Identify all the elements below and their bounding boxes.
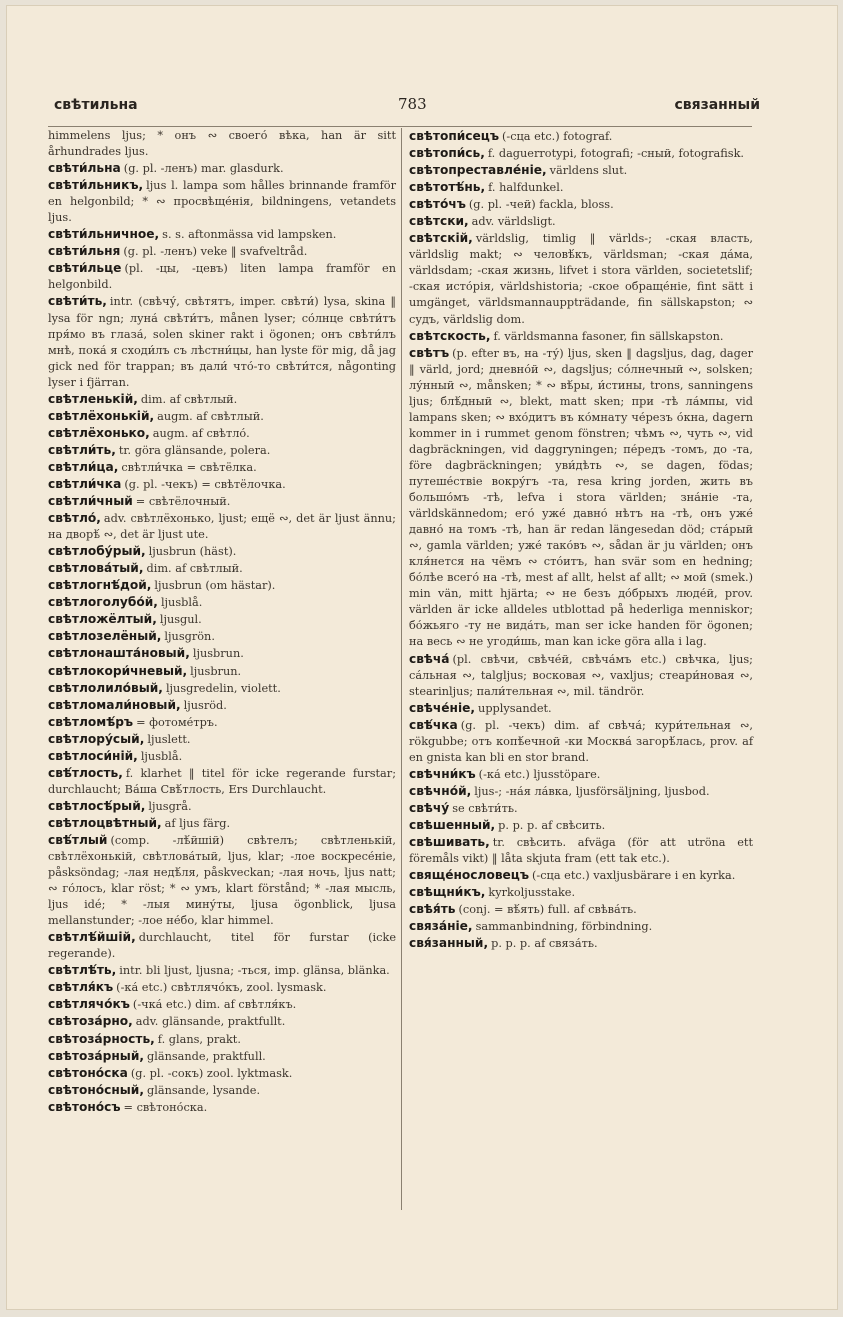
entry-gloss: ljus-; -на́я ла́вка, ljusförsäljning, ljusbod. (474, 784, 710, 798)
dictionary-entry (48, 260, 396, 293)
dictionary-entry (48, 628, 396, 645)
entry-headword: свѣтлоцвѣтный, (48, 815, 162, 830)
entry-headword: свѣтлолило́вый, (48, 680, 163, 695)
entry-gloss: свѣтли́чка = свѣтёлка. (121, 460, 257, 474)
entry-gloss: = свѣтёлочный. (135, 495, 231, 509)
dictionary-entry (48, 765, 396, 798)
dictionary-entry (48, 697, 396, 714)
entry-headword: свѣтопи́сь, (409, 146, 485, 161)
entry-headword: свѣтля́къ (48, 980, 114, 995)
entry-gloss: intr. bli ljust, ljusna; -ться, imp. glänsa, blänka. (119, 964, 390, 978)
entry-gloss: himmelens ljus; * онъ ∾ своего́ вѣка, han är sitt århundrades ljus. (48, 129, 396, 159)
dictionary-entry (409, 918, 753, 935)
entry-gloss: (comp. -лѣ́йшій) свѣтелъ; свѣтленькій, свѣтлёхонькій, свѣтлова́тый, ljus, klar; -лое воскресе́ніе, påsksöndag; -лая недѣ́ля, påskveckan; -лая ночь, ljus natt; ∾ го́лосъ, klar röst; * ∾ умъ, klart förstånd; * -лая мысль, ljus idé; * -лыя мину́ты, ljusa ögonblick, ljusa mellanstunder; -лое не́бо, klar himmel. (48, 833, 396, 928)
entry-headword: свѣтлячо́къ (48, 997, 130, 1012)
dictionary-entry (48, 1099, 396, 1116)
dictionary-entry (48, 408, 396, 425)
entry-gloss: augm. af свѣтло́. (152, 426, 250, 440)
dictionary-entry (48, 594, 396, 611)
entry-gloss: (-чка́ etc.) dim. af свѣтля́къ. (132, 998, 297, 1012)
dictionary-entry (48, 510, 396, 543)
entry-headword: свяще́нословецъ (409, 868, 529, 883)
dictionary-entry (409, 196, 753, 213)
dictionary-entry (48, 1082, 396, 1099)
dictionary-entry (48, 1048, 396, 1065)
dictionary-entry (409, 213, 753, 230)
entry-gloss: f. klarhet ‖ titel för icke regerande furstar; durchlaucht; Ва́ша Свѣ́тлость, Ers Durchlaucht. (48, 766, 396, 796)
entry-headword: свѣтоно́съ (48, 1099, 121, 1114)
entry-headword: свѣтоза́рность, (48, 1031, 155, 1046)
entry-headword: свѣтлѣ́ть, (48, 963, 117, 978)
dictionary-entry (409, 884, 753, 901)
dictionary-entry (409, 700, 753, 717)
dictionary-entry (48, 476, 396, 493)
dictionary-entry (409, 230, 753, 327)
entry-headword: свѣти́льна (48, 161, 121, 176)
entry-headword: свѣтски, (409, 214, 469, 229)
dictionary-entry (48, 1013, 396, 1030)
entry-gloss: (-ка́ etc.) свѣтлячо́къ, zool. lysmask. (116, 981, 327, 995)
entry-gloss: ljusröd. (183, 698, 227, 712)
dictionary-entry (409, 128, 753, 145)
entry-gloss: (g. pl. -сокъ) zool. lyktmask. (130, 1066, 293, 1080)
entry-headword: свѣтлоси́ній, (48, 748, 138, 763)
dictionary-entry (48, 243, 396, 260)
entry-gloss: (-ка́ etc.) ljusstöpare. (478, 767, 601, 781)
dictionary-entry (409, 935, 753, 952)
entry-gloss: intr. (свѣчу́, свѣтятъ, imper. свѣти́) lysa, skina ‖ lysa för ngn; луна́ свѣти́тъ, månen lyser; со́лнце свѣти́тъ пря́мо въ глаза́, solen skiner rakt i ögonen; онъ свѣти́лъ мнѣ, пока́ я сходи́лъ съ лѣстни́цы, han lyste för mig, då jag gick ned för trappan; въ дали́ что́-то свѣти́тся, någonting lyser i fjärran. (48, 295, 396, 389)
entry-gloss: = свѣтоно́ска. (123, 1100, 208, 1114)
entry-headword: свѣчни́къ (409, 766, 476, 781)
entry-headword: свѣтлонашта́новый, (48, 646, 190, 661)
entry-headword: свѣтлокори́чневый, (48, 663, 188, 678)
dictionary-entry (409, 345, 753, 651)
entry-headword: свѣтлозелёный, (48, 629, 162, 644)
entry-headword: свѣщни́къ, (409, 885, 486, 900)
entry-headword: свѣтотѣ́нь, (409, 180, 486, 195)
entry-gloss: af ljus färg. (164, 816, 231, 830)
entry-headword: свѣ́чка (409, 717, 458, 732)
entry-gloss: (conj. = вѣ́ять) full. af свѣва́ть. (458, 903, 637, 917)
entry-gloss: tr. göra glänsande, polera. (118, 443, 271, 457)
dictionary-entry (48, 493, 396, 510)
dictionary-entry (409, 651, 753, 700)
entry-headword: свѣтоно́ска (48, 1065, 128, 1080)
dictionary-entry (48, 293, 396, 390)
entry-gloss: augm. af свѣтлый. (157, 409, 264, 423)
entry-headword: свѣтскость, (409, 328, 491, 343)
dictionary-entry (409, 817, 753, 834)
entry-gloss: = фотоме́тръ. (136, 715, 218, 729)
dictionary-entry (409, 867, 753, 884)
dictionary-entry (409, 162, 753, 179)
entry-gloss: (pl. -цы, -цевъ) liten lampa framför en helgonbild. (48, 262, 396, 292)
entry-headword: свѣтоза́рный, (48, 1048, 144, 1063)
entry-headword: свѣтопреставле́ніе, (409, 163, 547, 178)
entry-gloss: f. världsmanna fasoner, fin sällskapston. (493, 329, 724, 343)
entry-gloss: ljusbrun. (192, 647, 244, 661)
entry-gloss: se свѣти́ть. (452, 801, 518, 815)
entry-gloss: ljuslett. (147, 732, 191, 746)
entry-headword: свѣтъ (409, 345, 450, 360)
entry-headword: свѣтлёхонько, (48, 425, 150, 440)
entry-gloss: ljusgul. (159, 613, 202, 627)
entry-headword: свѣтоно́сный, (48, 1082, 144, 1097)
entry-gloss: ljusbrun (om hästar). (154, 579, 276, 593)
entry-headword: свѣтложёлтый, (48, 612, 157, 627)
entry-gloss: ljusbrun. (190, 664, 242, 678)
dictionary-entry (48, 1065, 396, 1082)
entry-gloss: ljusblå. (160, 596, 203, 610)
entry-headword: свѣя́ть (409, 902, 456, 917)
dictionary-entry (48, 798, 396, 815)
entry-headword: свѣшивать, (409, 835, 490, 850)
entry-gloss: f. halfdunkel. (488, 181, 564, 195)
dictionary-entry (48, 714, 396, 731)
entry-headword: свѣтскій, (409, 231, 473, 246)
entry-gloss: (pl. свѣчи, свѣче́й, свѣча́мъ etc.) свѣчка, ljus; са́льная ∾, talgljus; восковая ∾, vaxljus; стеари́новая ∾, stearinljus; пали́тельная ∾, mil. tändrör. (409, 652, 753, 698)
entry-headword: свѣти́льничное, (48, 227, 160, 242)
dictionary-entry (48, 680, 396, 697)
entry-gloss: f. daguerrotypi, fotografi; -сный, fotografisk. (487, 147, 745, 161)
dictionary-entry (48, 645, 396, 662)
entry-headword: свѣ́тлость, (48, 765, 123, 780)
entry-gloss: glänsande, praktfull. (146, 1049, 266, 1063)
entry-headword: свѣти́льня (48, 244, 121, 259)
entry-gloss: (g. pl. -ленъ) veke ‖ svafveltråd. (123, 245, 308, 259)
dictionary-entry (48, 996, 396, 1013)
dictionary-entry (48, 459, 396, 476)
header-rule (48, 126, 752, 127)
running-head-right: связанный (674, 97, 760, 113)
entry-gloss: (g. pl. -ленъ) mar. glasdurk. (123, 162, 284, 176)
page-number: 783 (398, 95, 427, 113)
dictionary-entry (48, 748, 396, 765)
entry-headword: свѣтло́, (48, 511, 101, 526)
entry-gloss: ljus l. lampa som hålles brinnande framför en helgonbild; * ∾ просвѣще́нія, bildningens, vetandets ljus. (48, 179, 396, 225)
dictionary-entry (48, 979, 396, 996)
dictionary-entry (409, 834, 753, 867)
running-head-left: свѣтильна (54, 97, 138, 113)
dictionary-entry (48, 391, 396, 408)
entry-gloss: (-сца etc.) fotograf. (501, 130, 613, 143)
entry-gloss: världslig, timlig ‖ världs-; -ская власть, världslig makt; ∾ человѣ́къ, världsman; -ская да́ма, världsdam; -ская жизнь, lifvet i stora världen, societetslif; -ская исто́рія, världshistoria; -ское обраще́ніе, fint sätt i umgänget, världsmannauppträdande, fin sällskapston; ∾ судъ, världslig dom. (409, 232, 753, 326)
entry-headword: свѣтлосѣ́рый, (48, 798, 146, 813)
entry-headword: свѣто́чъ (409, 197, 466, 212)
dictionary-entry (48, 577, 396, 594)
dictionary-entry (48, 442, 396, 459)
dictionary-entry (48, 226, 396, 243)
entry-gloss: p. p. p. af свѣсить. (498, 818, 606, 832)
dictionary-entry (48, 929, 396, 962)
dictionary-entry (409, 145, 753, 162)
entry-headword: свѣчу́ (409, 800, 450, 815)
entry-headword: свѣтлова́тый, (48, 561, 144, 576)
entry-gloss: adv. свѣтлёхонько, ljust; ещё ∾, det är ljust ännu; на дворѣ́ ∾, det är ljust ute. (48, 512, 396, 542)
dictionary-entry (48, 1031, 396, 1048)
entry-headword: свѣтли́ть, (48, 442, 116, 457)
entry-gloss: glänsande, lysande. (146, 1083, 261, 1097)
entry-headword: свѣтли́ца, (48, 459, 119, 474)
dictionary-entry (409, 766, 753, 783)
entry-headword: свѣти́льце (48, 261, 122, 276)
entry-headword: свѣтлору́сый, (48, 731, 145, 746)
entry-headword: свѣти́ть, (48, 294, 107, 309)
entry-gloss: ljusbrun (häst). (148, 545, 237, 559)
entry-gloss: p. p. p. af связа́ть. (491, 937, 598, 951)
dictionary-entry (48, 160, 396, 177)
dictionary-entry (409, 901, 753, 918)
column-divider (401, 128, 402, 1210)
entry-headword: свѣтлоголубо́й, (48, 595, 158, 610)
dictionary-entry (409, 717, 753, 766)
dictionary-entry (48, 663, 396, 680)
entry-headword: свѣ́тлый (48, 832, 108, 847)
dictionary-entry (48, 815, 396, 832)
entry-headword: свѣтоза́рно, (48, 1014, 133, 1029)
dictionary-entry (48, 962, 396, 979)
entry-headword: свѣтли́чный (48, 494, 133, 509)
dictionary-entry (48, 543, 396, 560)
entry-headword: свѣтломали́новый, (48, 697, 181, 712)
dictionary-entry (409, 179, 753, 196)
entry-gloss: ljusgrön. (164, 630, 215, 644)
entry-gloss: durchlaucht, titel för furstar (icke regerande). (48, 931, 396, 961)
entry-headword: свя́занный, (409, 936, 489, 951)
entry-headword: свѣтлогнѣ́дой, (48, 578, 152, 593)
entry-headword: свѣтломѣ́ръ (48, 714, 134, 729)
entry-headword: свѣтли́чка (48, 476, 122, 491)
entry-gloss: s. s. aftonmässa vid lampsken. (162, 228, 337, 242)
dictionary-entry (409, 328, 753, 345)
entry-gloss: dim. af свѣтлый. (146, 562, 243, 576)
entry-headword: свѣтлѣ́йшій, (48, 930, 136, 945)
dictionary-entry (409, 783, 753, 800)
dictionary-entry (48, 128, 396, 160)
entry-gloss: ljusgrå. (148, 799, 192, 813)
dictionary-entry (409, 800, 753, 817)
entry-gloss: upplysandet. (478, 701, 552, 715)
dictionary-entry (48, 611, 396, 628)
entry-gloss: ljusblå. (140, 749, 183, 763)
entry-headword: свѣти́льникъ, (48, 178, 144, 193)
entry-headword: свѣшенный, (409, 817, 496, 832)
entry-headword: свѣче́ніе, (409, 700, 476, 715)
dictionary-entry (48, 832, 396, 929)
left-column (48, 128, 396, 1116)
entry-gloss: sammanbindning, förbindning. (475, 920, 653, 934)
entry-headword: свѣтопи́сецъ (409, 129, 499, 143)
entry-gloss: (g. pl. -чей) fackla, bloss. (468, 198, 614, 212)
entry-headword: свѣтлёхонькій, (48, 408, 155, 423)
entry-gloss: adv. glänsande, praktfullt. (135, 1015, 286, 1029)
right-column (409, 128, 753, 952)
entry-headword: свѣчно́й, (409, 783, 472, 798)
page-header (54, 93, 766, 123)
entry-headword: свѣтленькій, (48, 391, 138, 406)
entry-gloss: adv. världsligt. (471, 215, 556, 229)
entry-headword: свѣтлобу́рый, (48, 544, 146, 559)
entry-gloss: (g. pl. -чекъ) = свѣтёлочка. (124, 477, 286, 491)
dictionary-entry (48, 731, 396, 748)
entry-gloss: (p. efter въ, на -ту́) ljus, sken ‖ dagsljus, dag, dager ‖ värld, jord; дневно́й ∾, dagsljus; со́лнечный ∾, solsken; лу́нный ∾, månsken; * ∾ вѣ́ры, и́стины, trons, sanningens ljus; блѣ́дный ∾, blekt, matt sken; при -тѣ ла́мпы, vid lampans sken; ∾ вхо́дитъ въ ко́мнату че́резъ о́кна, dagern kommer in i rummet genom fönstren; чѣмъ ∾, чуть ∾, vid dagbräckningen, vid daggryningen; пе́редъ -томъ, до -та, före dagbräckningen; уви́дѣть ∾, se dagen, födas; путеше́ствіе вокру́гъ -та, resa kring jorden, жить въ большо́мъ -тѣ, lefva i stora världen; зна́ніе -та, världskännedom; его́ уже́ давно́ нѣтъ на -тѣ, онъ уже́ давно́ на томъ -тѣ, han är redan längesedan död; ста́рый ∾, gamla världen; уже́ тако́въ ∾, sådan är ju världen; онъ кля́нется на чёмъ ∾ сто́итъ, han svär som en hedning; бо́лѣе всего́ на -тѣ, mest af allt, helst af allt; ∾ мой (smek.) min vän, mitt hjärta; ∾ не безъ до́брыхъ люде́й, prov. världen är icke alldeles utblottad på hederliga menniskor; бо́жьяго -ту не вида́ть, man ser icke handen för ögonen; на весь ∾ не угоди́шь, man kan icke göra alla i lag. (409, 346, 753, 649)
entry-gloss: kyrkoljusstake. (488, 886, 576, 900)
entry-gloss: ljusgredelin, violett. (165, 681, 281, 695)
dictionary-entry (48, 560, 396, 577)
entry-gloss: (-сца etc.) vaxljusbärare i en kyrka. (532, 869, 736, 883)
entry-gloss: tr. свѣсить. afväga (för att utröna ett föremåls vikt) ‖ låta skjuta fram (ett tak etc.). (409, 836, 753, 866)
entry-headword: свѣча́ (409, 651, 450, 666)
entry-gloss: dim. af свѣтлый. (140, 392, 238, 406)
entry-gloss: (g. pl. -чекъ) dim. af свѣча́; кури́тельная ∾, rökgubbe; отъ копѣ́ечной -ки Москва́ загорѣ́лась, prov. af en gnista kan bli en stor brand. (409, 718, 753, 764)
entry-gloss: världens slut. (549, 164, 628, 178)
dictionary-entry (48, 177, 396, 226)
dictionary-entry (48, 425, 396, 442)
entry-gloss: f. glans, prakt. (157, 1032, 241, 1046)
entry-headword: связа́ніе, (409, 919, 473, 934)
